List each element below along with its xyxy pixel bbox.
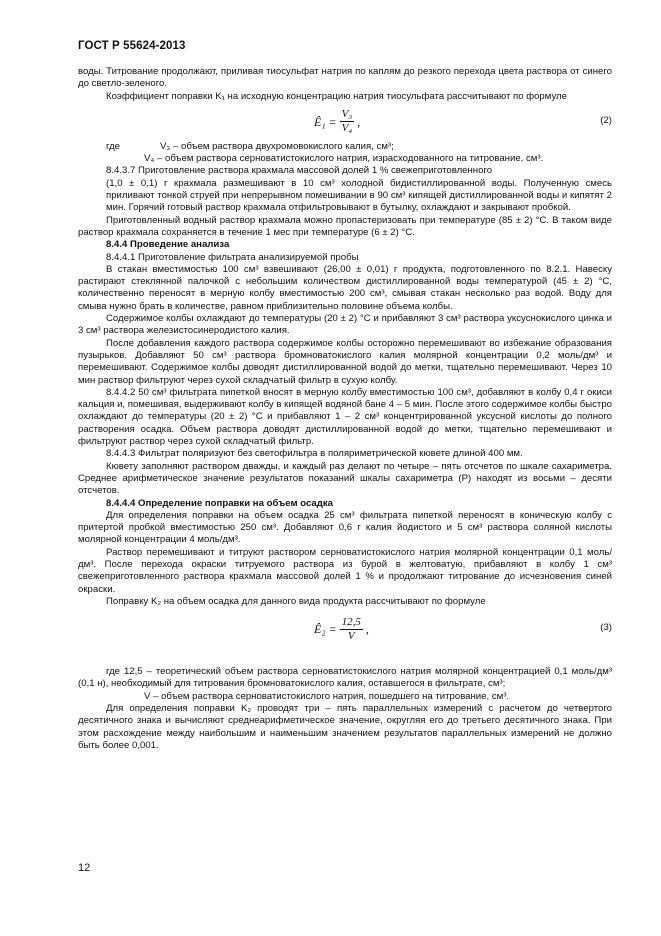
formula-denominator: V₄ bbox=[341, 122, 353, 135]
formula-numerator: V₃ bbox=[341, 108, 353, 121]
paragraph: Для определения поправки K₂ проводят три – пять параллельных измерений с расчетом до четвертого десятичного знака и вычисляют среднеарифметическое значение, округляя его до третьего десятичного знака. При этом расхождение между наибольшим и наименьшим значением результатов параллельных измерений не должно быть более 0,001. bbox=[78, 703, 612, 751]
formula-number: (3) bbox=[600, 622, 612, 634]
formula-2 bbox=[78, 105, 612, 139]
where-line: где 12,5 – теоретический объем раствора серноватистокислого натрия молярной концентрацией 0,1 моль/дм³ (0,1 н), необходимый для титрования бромноватокислого калия, оставшегося в фильтрате, см³; bbox=[78, 666, 612, 690]
paragraph: Коэффициент поправки K₁ на исходную концентрацию натрия тиосульфата рассчитывают по формуле bbox=[106, 90, 567, 102]
paragraph: Раствор перемешивают и титруют раствором серноватистокислого натрия молярной концентрации 0,1 моль/дм³. После перехода окраски титруемого раствора из бурой в желтоватую, прибавляют в колбу 1 см³ свежеприготовленного раствора крахмала массовой долей 1 % и продолжают титрование до исчезновения синей окраски. bbox=[78, 546, 612, 595]
section-heading: 8.4.4.1 Приготовление фильтрата анализируемой пробы bbox=[106, 251, 359, 263]
where-line: V₄ – объем раствора серноватистокислого натрия, израсходованного на титрование, см³. bbox=[144, 153, 544, 165]
formula-numerator: 12,5 bbox=[341, 615, 361, 628]
paragraph: Для определения поправки на объем осадка 25 см³ фильтрата пипеткой переносят в коническую колбу с притертой пробкой вместимостью 250 см³. Добавляют 0,6 г калия йодистого и 5 см³ раствора соляной кислоты молярной концентрации 4 моль/дм³. bbox=[78, 509, 612, 546]
formula-fraction bbox=[340, 108, 355, 135]
formula-denominator: V bbox=[347, 629, 355, 642]
formula-tail: , bbox=[365, 622, 369, 637]
paragraph: (1,0 ± 0,1) г крахмала размешивают в 10 см³ холодной бидистиллированной воды. Полученную смесь приливают тонкой струей при непрерывном помешивании в 90 см³ кипящей дистиллированной воды и кипятят 2 мин. Горячий готовый раствор крахмала отфильтровывают в бутылку, охлаждают и закрывают пробкой. bbox=[106, 177, 612, 214]
paragraph: Кювету заполняют раствором дважды, и каждый раз делают по четыре – пять отсчетов по шкале сахариметра. Среднее арифметическое значение результатов показаний шкалы сахариметра (P) находят из восьми – десяти отсчетов. bbox=[78, 460, 612, 497]
paragraph: 8.4.4.2 50 см³ фильтрата пипеткой вносят в мерную колбу вместимостью 100 см³, добавляют в колбу 0,4 г окиси кальция и, помешивая, выдерживают колбу в кипящей водяной бане 4 – 5 мин. После этого содержимое колбы быстро охлаждают до температуры (20 ± 2) °С и прибавляют 1 – 2 см³ концентрированной уксусной кислоты до полного растворения осадка. Объем раствора доводят дистиллированной водой до метки, тщательно перемешивают и фильтруют раствор через сухой складчатый фильтр. bbox=[78, 386, 612, 448]
section-heading: 8.4.4.4 Определение поправки на объем осадка bbox=[106, 497, 333, 509]
where-word: где bbox=[106, 140, 121, 152]
formula-number: (2) bbox=[600, 114, 612, 126]
where-definition: V₃ – объем раствора двухромовокислого калия, см³; bbox=[160, 140, 394, 152]
document-header: ГОСТ Р 55624-2013 bbox=[78, 40, 186, 52]
paragraph: 8.4.4.3 Фильтрат поляризуют без светофильтра в поляриметрической кювете длиной 400 мм. bbox=[106, 448, 523, 460]
paragraph: В стакан вместимостью 100 см³ взвешивают (26,00 ± 0,01) г продукта, подготовленного по 8.2.1. Навеску растирают стеклянной палочкой с небольшим количеством дистиллированной воды температурой (45 ± 2) °С, количественно переносят в мерную колбу вместимостью 200 см³, смывая стакан несколько раз водой. Воду для смыва нужно брать в количестве, равном приблизительно половине объема колбы. bbox=[78, 263, 612, 312]
where-line: V – объем раствора серноватистокислого натрия, пошедшего на титрование, см³. bbox=[144, 690, 510, 702]
paragraph: После добавления каждого раствора содержимое колбы осторожно перемешивают во избежание образования пузырьков. Добавляют 50 см³ раствора бромноватокислого калия молярной концентрации 0,2 моль/дм³ и перемешивают. Содержимое колбы доводят дистиллированной водой до метки, тщательно перемешивают. Через 10 мин раствор фильтруют через сухой складчатый фильтр в сухую колбу. bbox=[78, 337, 612, 386]
formula-3 bbox=[78, 612, 612, 650]
formula-fraction bbox=[340, 616, 363, 643]
document-body bbox=[78, 66, 612, 752]
page-number: 12 bbox=[78, 862, 91, 874]
paragraph: Содержимое колбы охлаждают до температуры (20 ± 2) °С и прибавляют 3 см³ раствора уксуснокислого цинка и 3 см³ раствора железистосинеродистого калия. bbox=[78, 313, 612, 337]
where-line bbox=[78, 141, 612, 153]
section-heading: 8.4.4 Проведение анализа bbox=[106, 239, 230, 251]
section-heading: 8.4.3.7 Приготовление раствора крахмала массовой долей 1 % свежеприготовленного bbox=[106, 165, 493, 177]
paragraph: Поправку K₂ на объем осадка для данного вида продукта рассчитывают по формуле bbox=[106, 595, 486, 607]
paragraph: воды. Титрование продолжают, приливая тиосульфат натрия по каплям до резкого перехода цвета раствора от синего до светло-зеленого. bbox=[78, 66, 612, 90]
formula-tail: , bbox=[357, 114, 361, 129]
paragraph: Приготовленный водный раствор крахмала можно пропастеризовать при температуре (85 ± 2) °С. В таком виде раствор крахмала сохраняется в течение 1 мес при температуре (6 ± 2) °С. bbox=[78, 214, 612, 238]
formula-lhs: Ê₂ = bbox=[314, 622, 337, 637]
formula-lhs: Ê₁ = bbox=[314, 114, 337, 129]
